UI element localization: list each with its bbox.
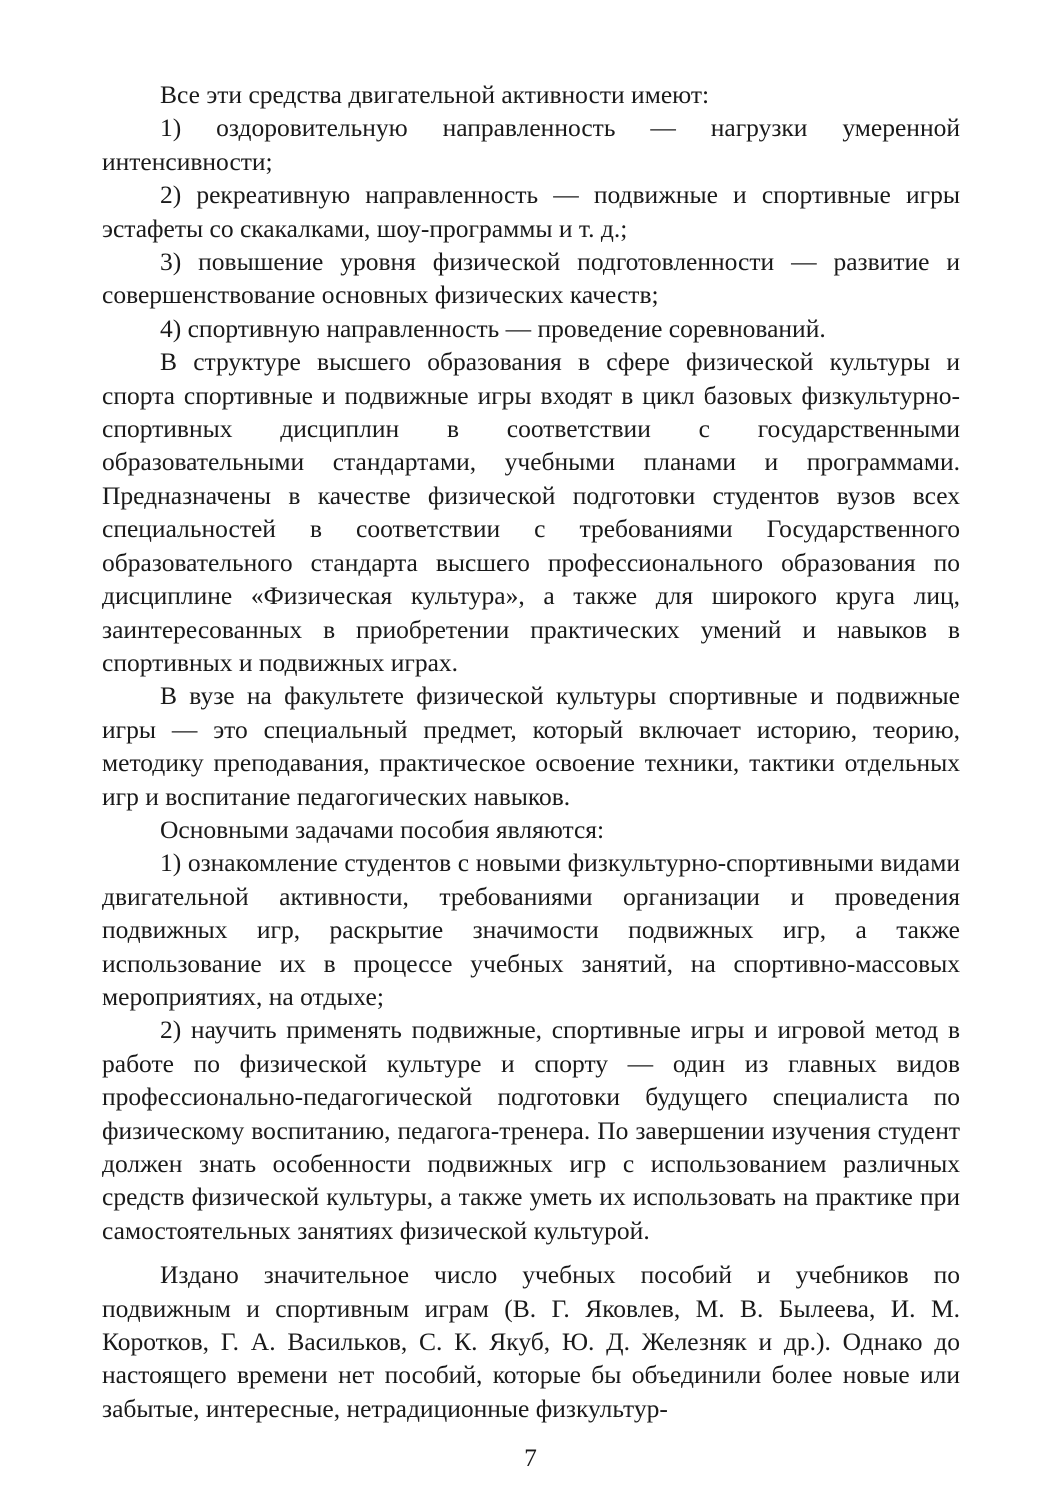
page-body [102, 78, 960, 1425]
paragraph-item-1: 1) оздоровительную направленность — нагрузки умеренной интенсивности; [102, 113, 960, 176]
paragraph-published-literature: Издано значительное число учебных пособий и учебников по подвижным и спортивным играм (В. Г. Яковлев, М. В. Былеева, И. М. Коротков, Г. А. Васильков, С. К. Якуб, Ю. Д. Железняк и др.). Однако до настоящего времени нет пособий, которые бы объединили более новые или забытые, интересные, нетрадиционные физкультур- [102, 1260, 960, 1423]
paragraph-university-subject: В вузе на факультете физической культуры спортивные и подвижные игры — это специальный предмет, который включает историю, теорию, методику преподавания, практическое освоение техники, тактики отдельных игр и воспитание педагогических навыков. [102, 681, 960, 811]
paragraph-item-4: 4) спортивную направленность — проведение соревнований. [160, 313, 826, 343]
paragraph-intro: Все эти средства двигательной активности имеют: [160, 80, 710, 109]
paragraph-tasks-heading: Основными задачами пособия являются: [160, 814, 605, 844]
paragraph-task-1: 1) ознакомление студентов с новыми физкультурно-спортивными видами двигательной активности, требованиями организации и проведения подвижных игр, раскрытие значимости подвижных игр, а также использование их в процессе учебных занятий, на спортивно-массовых мероприятиях, на отдыхе; [102, 848, 960, 1011]
paragraph-item-2: 2) рекреативную направленность — подвижные и спортивные игры эстафеты со скакалками, шоу-программы и т. д.; [102, 180, 960, 243]
paragraph-task-2: 2) научить применять подвижные, спортивные игры и игровой метод в работе по физической культуре и спорту — один из главных видов профессионально-педагогической подготовки будущего специалиста по физическому воспитанию, педагога-тренера. По завершении изучения студент должен знать особенности подвижных игр с использованием различных средств физической культуры, а также уметь их использовать на практике при самостоятельных занятиях физической культурой. [102, 1015, 960, 1245]
page-number: 7 [524, 1443, 537, 1472]
paragraph-higher-education: В структуре высшего образования в сфере физической культуры и спорта спортивные и подвижные игры входят в цикл базовых физкультурно-спортивных дисциплин в соответствии с государственными образовательными стандартами, учебными планами и программами. Предназначены в качестве физической подготовки студентов вузов всех специальностей в соответствии с требованиями Государственного образовательного стандарта высшего профессионального образования по дисциплине «Физическая культура», а также для широкого круга лиц, заинтересованных в приобретении практических умений и навыков в спортивных и подвижных играх. [102, 347, 960, 677]
paragraph-item-3: 3) повышение уровня физической подготовленности — развитие и совершенствование основных физических качеств; [102, 247, 960, 310]
